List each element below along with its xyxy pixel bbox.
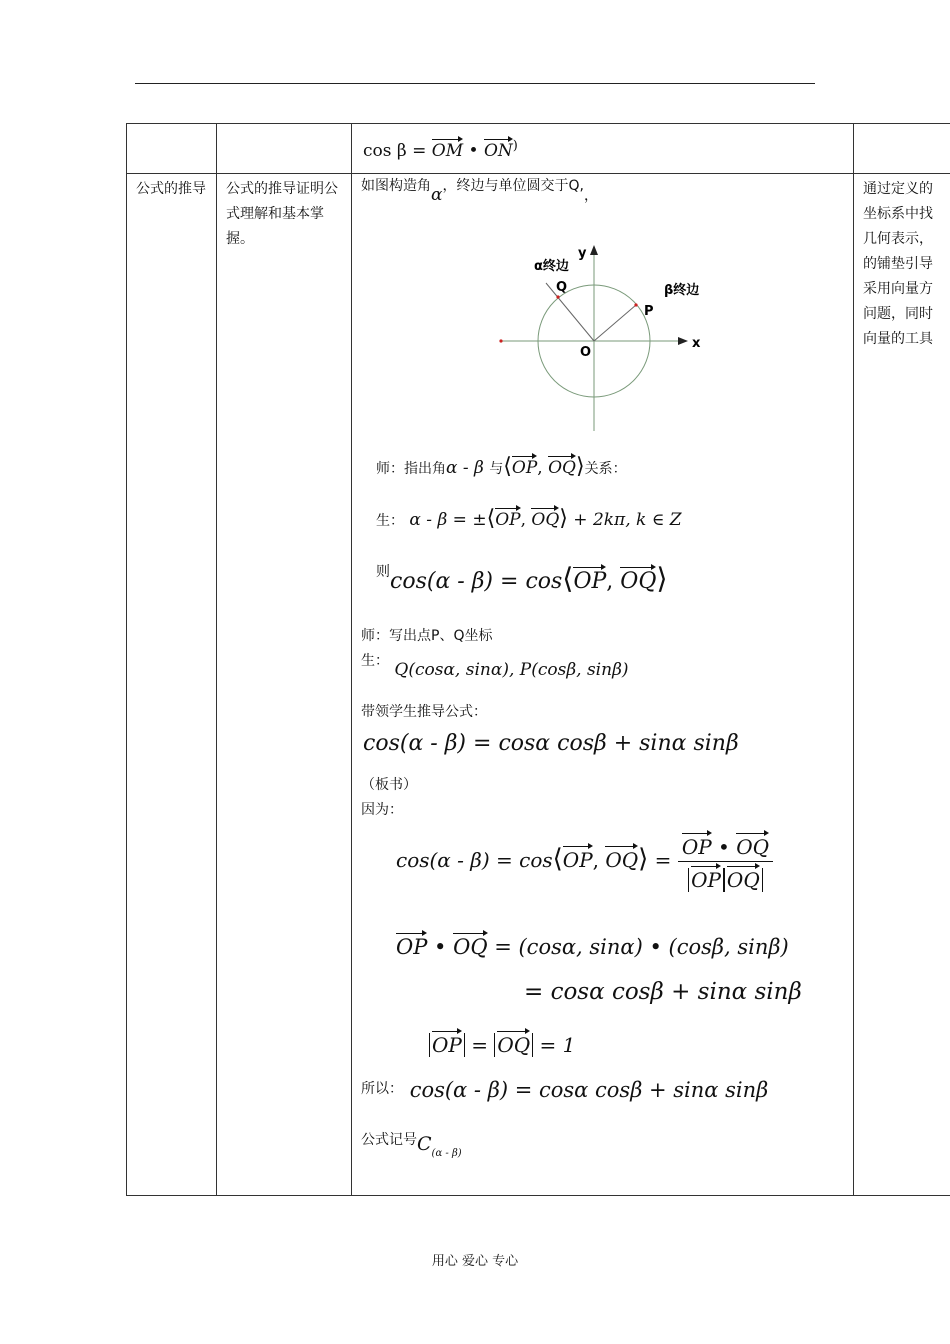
derivation-step-2: OP • OQ = (cosα, sinα) • (cosβ, sinβ) — [396, 931, 789, 959]
student-answer-1: 生： α - β = ±⟨OP, OQ⟩ + 2kπ, k ∈ Z — [376, 505, 682, 531]
axis-point — [499, 339, 502, 342]
main-formula: cos(α - β) = cosα cosβ + sinα sinβ — [363, 731, 739, 756]
row-divider — [126, 173, 950, 174]
alpha-side-label: α终边 — [534, 259, 569, 274]
y-label: y — [578, 246, 587, 261]
x-label: x — [692, 336, 701, 351]
point-q — [556, 295, 559, 298]
col-line-2 — [351, 123, 352, 1196]
objective-text: 公式的推导证明公式理解和基本掌握。 — [226, 181, 338, 247]
board-note: （板书） — [361, 777, 417, 793]
table-border-bottom — [126, 1195, 950, 1196]
design-intent: 通过定义的 坐标系中找 几何表示， 的铺垫引导 采用向量方 问题，同时 向量的工具 — [863, 181, 933, 347]
x-arrow — [678, 337, 688, 345]
because-label: 因为： — [361, 802, 403, 818]
q-label: Q — [556, 280, 568, 295]
teacher-prompt-1: 师：指出角α - β 与⟨OP, OQ⟩关系： — [376, 453, 627, 479]
table-border-top — [126, 123, 950, 124]
lead-text: 带领学生推导公式： — [361, 704, 487, 720]
stage-label: 公式的推导 — [136, 181, 206, 197]
formula-notation: 公式记号$C_{(\alpha - \beta)}$ — [361, 1132, 462, 1160]
unit-circle-figure — [486, 235, 726, 440]
derivation-step-3: = cosα cosβ + sinα sinβ — [524, 979, 802, 1005]
point-p — [634, 303, 637, 306]
p-label: P — [644, 304, 654, 319]
col-line-3 — [853, 123, 854, 1196]
beta-terminal-side — [594, 305, 636, 341]
intro-text: 如图构造角α，终边与单位圆交于Q,， — [361, 178, 598, 205]
col-line-1 — [216, 123, 217, 1196]
header-rule — [135, 83, 815, 84]
then-formula: $^则$cos(α - β) = cos⟨OP, OQ⟩ — [376, 561, 668, 595]
alpha-terminal-side — [546, 283, 594, 341]
cosine-fraction: $\frac{OP • OQ}{\text{OP OQ}}$ — [678, 831, 773, 892]
origin-label: O — [580, 345, 592, 360]
teacher-prompt-2: 师：写出点P、Q坐标 — [361, 628, 493, 644]
y-arrow — [590, 245, 598, 255]
derivation-step-4: OP = OQ = 1 — [429, 1029, 575, 1057]
lesson-table — [126, 123, 950, 1196]
beta-side-label: β终边 — [664, 283, 700, 298]
conclusion: $^{所以:}$ cos(α - β) = cosα cosβ + sinα sinβ — [361, 1078, 769, 1102]
student-answer-2: 生： Q(cosα, sinα), P(cosβ, sinβ) — [361, 653, 629, 680]
derivation-step-1: cos(α - β) = cos⟨OP, OQ⟩ = $\frac{OP • OQ}{\text{OP OQ}}$ — [396, 831, 773, 892]
row1-formula: cos β = OM • ON) — [363, 138, 518, 161]
page-footer: 用心 爱心 专心 — [431, 1254, 519, 1269]
col-line-0 — [126, 123, 127, 1196]
